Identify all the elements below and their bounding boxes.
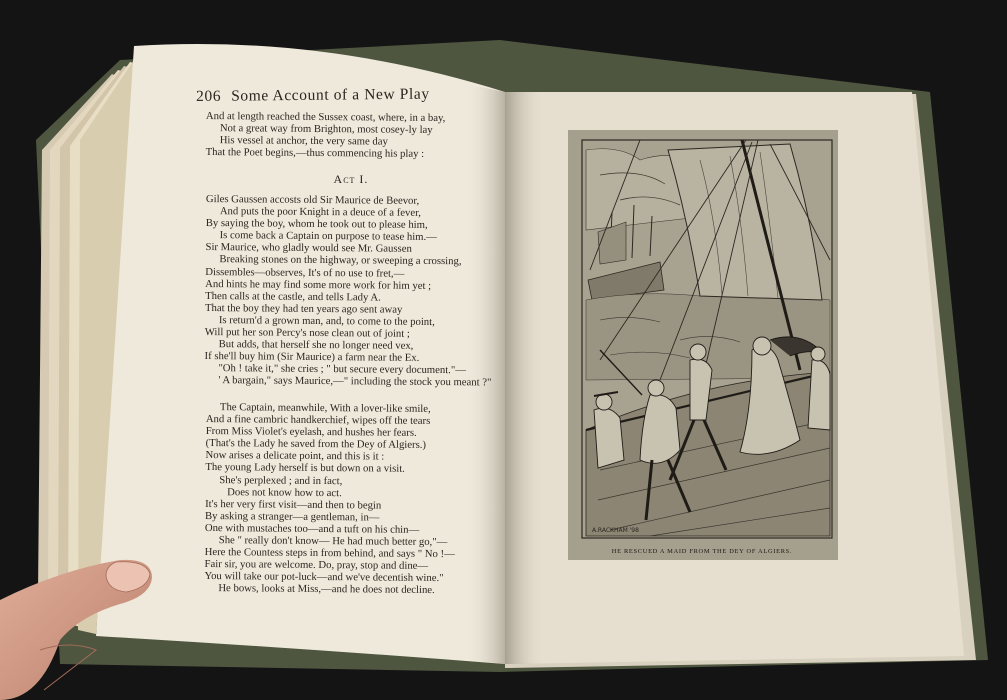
verse-line: You will take our pot-luck—and we've decentish wine.": [204, 570, 444, 585]
verse-line: Dissembles—observes, It's of no use to fret,—: [205, 265, 405, 280]
page-number: 206: [196, 87, 222, 105]
verse-line: By asking a stranger—a gentleman, in—: [204, 509, 380, 524]
intro-stanza: [206, 110, 496, 161]
artist-signature: A.RACKHAM '98: [592, 527, 639, 534]
running-head: [196, 85, 496, 106]
verse-line: Will put her son Percy's nose clean out of joint ;: [204, 326, 410, 341]
verse-line: She's perplexed ; and in fact,: [219, 473, 343, 487]
verse-line: Sir Maurice, who gladly would see Mr. Gaussen: [205, 241, 412, 256]
verse-line: Then calls at the castle, and tells Lady A.: [205, 290, 381, 304]
left-page-text: [196, 85, 496, 597]
verse-line: Here the Countess steps in from behind, and says " No !—: [204, 545, 455, 561]
verse-line: Is return'd a grown man, and, to come to the point,: [218, 314, 435, 329]
verse-line: (That's the Lady he saved from the Dey of Algiers.): [205, 437, 427, 452]
verse-line: And hints he may find some more work for him yet ;: [205, 278, 432, 292]
verse-line: Is come back a Captain on purpose to tease him.—: [219, 229, 437, 244]
right-gutter-shadow: [505, 92, 545, 664]
second-stanza: [204, 401, 496, 597]
verse-line: By saying the boy, whom he took out to please him,: [205, 217, 428, 232]
verse-line: And at length reached the Sussex coast, where, in a bay,: [205, 110, 446, 125]
verse-line: The young Lady herself is but down on a visit.: [205, 461, 405, 476]
verse-line: That the boy they had ten years ago sent away: [204, 302, 403, 316]
verse-line: It's her very first visit—and then to begin: [205, 497, 382, 512]
verse-line: Fair sir, you are welcome. Do, pray, stop and dine—: [204, 558, 429, 573]
verse-line: From Miss Violet's eyelash, and hushes her fears.: [205, 425, 417, 439]
verse-line: The Captain, meanwhile, With a lover-like smile,: [219, 400, 431, 415]
verse-line: But adds, that herself she no longer need vex,: [218, 338, 414, 353]
verse-line: His vessel at anchor, the very same day: [219, 134, 388, 148]
illustration-caption: HE RESCUED A MAID FROM THE DEY OF ALGIERS.: [611, 548, 793, 555]
illustration-plate: [568, 130, 838, 560]
verse-line: Does not know how to act.: [227, 485, 342, 499]
verse-line: One with mustaches too—and a tuft on his chin—: [204, 521, 420, 536]
verse-line: And puts the poor Knight in a deuce of a fever,: [219, 205, 421, 220]
verse-line: Breaking stones on the highway, or sweeping a crossing,: [219, 253, 462, 269]
verse-line: She " really don't know— He had much better go,"—: [218, 534, 448, 549]
verse-line: Now arises a delicate point, and this is it :: [205, 449, 385, 463]
verse-line: He bows, looks at Miss,—and he does not decline.: [218, 582, 435, 597]
verse-line: Giles Gaussen accosts old Sir Maurice de Beevor,: [205, 193, 420, 208]
act-heading: Act I.: [333, 172, 369, 187]
verse-line: "Oh ! take it," she cries ; " but secure every document."—: [218, 362, 466, 377]
verse-line: ' A bargain," says Maurice,—" including the stock you meant ?": [218, 374, 492, 390]
verse-line: And a fine cambric handkerchief, wipes off the tears: [205, 412, 431, 427]
verse-line: Not a great way from Brighton, most cosey-ly lay: [219, 122, 433, 137]
verse-line: If she'll buy him (Sir Maurice) a farm near the Ex.: [204, 350, 420, 365]
verse-line: That the Poet begins,—thus commencing his play :: [205, 146, 425, 161]
running-head-title: Some Account of a New Play: [231, 85, 430, 105]
act-stanza: [204, 193, 496, 389]
